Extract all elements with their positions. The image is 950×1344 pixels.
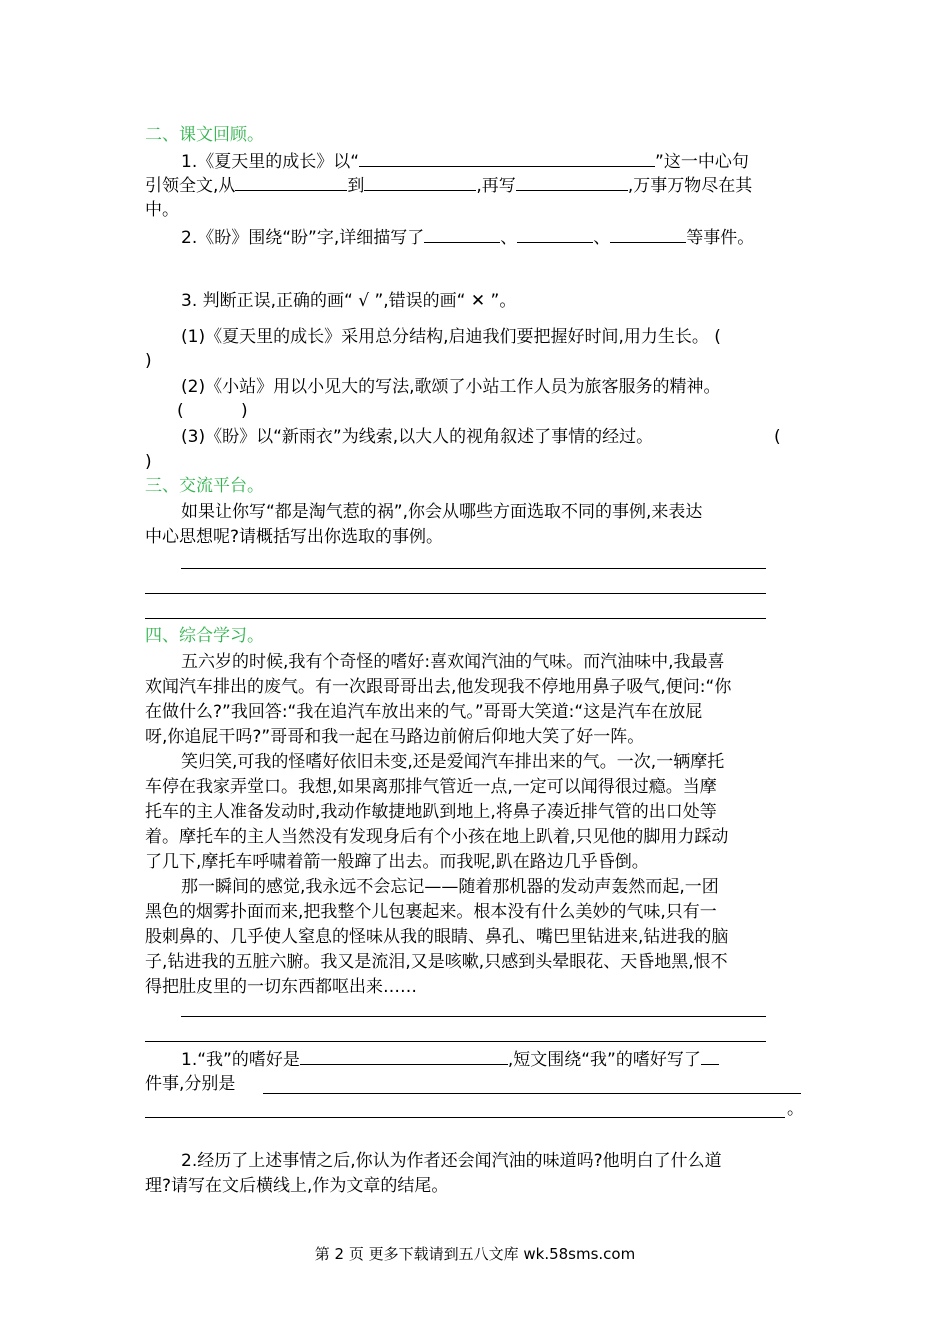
q3-item-2: (2)《小站》用以小见大的写法,歌颂了小站工作人员为旅客服务的精神。 xyxy=(181,377,721,397)
s4-q1-period: 。 xyxy=(787,1099,804,1119)
q1-text-e: ,再写 xyxy=(476,176,516,196)
q1-line-1 xyxy=(181,149,749,174)
passage-line: 在做什么?”我回答:“我在追汽车放出来的气。”哥哥大笑道:“这是汽车在放屁 xyxy=(145,702,703,722)
section-2-title: 二、课文回顾。 xyxy=(145,125,264,145)
passage-line: 托车的主人准备发动时,我动作敏捷地趴到地上,将鼻子凑近排气管的出口处等 xyxy=(145,802,717,822)
q1-blank-1[interactable] xyxy=(359,149,655,167)
q3-item-2-paren-close[interactable]: ) xyxy=(241,401,248,421)
q2-sep-2: 、 xyxy=(593,228,611,248)
q2-line xyxy=(181,225,754,250)
s3-answer-line-1[interactable] xyxy=(181,568,766,569)
q3-item-3-paren-open[interactable]: ( xyxy=(774,427,781,447)
s4-q1-blank-hobby[interactable] xyxy=(300,1047,508,1065)
s3-prompt-line-2: 中心思想呢?请概括写出你选取的事例。 xyxy=(145,527,444,547)
passage-line: 欢闻汽车排出的废气。有一次跟哥哥出去,他发现我不停地用鼻子吸气,便问:“你 xyxy=(145,677,732,697)
s4-q1-answer-line-1[interactable] xyxy=(263,1093,801,1094)
s4-q2-line-2: 理?请写在文后横线上,作为文章的结尾。 xyxy=(145,1176,449,1196)
passage-line: 车停在我家弄堂口。我想,如果离那排气管近一点,一定可以闻得很过瘾。当摩 xyxy=(145,777,717,797)
q1-blank-4[interactable] xyxy=(516,173,628,191)
q1-line-3: 中。 xyxy=(145,200,179,220)
q1-text-f: ,万事万物尽在其 xyxy=(627,176,753,196)
q1-text-b: ”这一中心句 xyxy=(655,152,749,172)
q3-item-1-paren[interactable]: ) xyxy=(145,351,152,371)
s4-q1-text-a: 1.“我”的嗜好是 xyxy=(181,1050,300,1070)
q3-item-1: (1)《夏天里的成长》采用总分结构,启迪我们要把握好时间,用力生长。 ( xyxy=(181,327,721,347)
section-4-title: 四、综合学习。 xyxy=(145,626,264,646)
passage-line: 股刺鼻的、几乎使人窒息的怪味从我的眼睛、鼻孔、嘴巴里钻进来,钻进我的脑 xyxy=(145,927,729,947)
q1-blank-3[interactable] xyxy=(364,173,476,191)
s4-q1-answer-line-2[interactable] xyxy=(145,1117,785,1118)
section-3-title: 三、交流平台。 xyxy=(145,476,264,496)
q2-blank-3[interactable] xyxy=(610,225,686,243)
passage-line: 着。摩托车的主人当然没有发现身后有个小孩在地上趴着,只见他的脚用力踩动 xyxy=(145,827,729,847)
q1-text-a: 1.《夏天里的成长》以“ xyxy=(181,152,360,172)
q2-sep-1: 、 xyxy=(500,228,518,248)
s4-q1-line-2: 件事,分别是 xyxy=(145,1074,236,1094)
q2-blank-2[interactable] xyxy=(517,225,593,243)
passage-line: 子,钻进我的五脏六腑。我又是流泪,又是咳嗽,只感到头晕眼花、天昏地黑,恨不 xyxy=(145,952,728,972)
q2-text-a: 2.《盼》围绕“盼”字,详细描写了 xyxy=(181,228,425,248)
q1-text-c: 引领全文,从 xyxy=(145,176,236,196)
page-footer: 第 2 页 更多下载请到五八文库 wk.58sms.com xyxy=(314,1245,636,1263)
s3-answer-line-2[interactable] xyxy=(145,593,766,594)
s4-q1-blank-count[interactable] xyxy=(701,1047,719,1065)
q1-text-d: 到 xyxy=(347,176,365,196)
passage-line: 得把肚皮里的一切东西都呕出来…… xyxy=(145,977,417,997)
q2-blank-1[interactable] xyxy=(424,225,500,243)
q3-item-3-paren-close[interactable]: ) xyxy=(145,452,152,472)
passage-line: 笑归笑,可我的怪嗜好依旧未变,还是爱闻汽车排出来的气。一次,一辆摩托 xyxy=(181,752,725,772)
passage-line: 那一瞬间的感觉,我永远不会忘记——随着那机器的发动声轰然而起,一团 xyxy=(181,877,719,897)
s3-answer-line-3[interactable] xyxy=(145,618,766,619)
s4-q1-text-b: ,短文围绕“我”的嗜好写了 xyxy=(507,1050,701,1070)
s4-q1-line-1 xyxy=(181,1047,719,1072)
passage-answer-line-1[interactable] xyxy=(181,1016,766,1017)
passage-line: 黑色的烟雾扑面而来,把我整个儿包裹起来。根本没有什么美妙的气味,只有一 xyxy=(145,902,717,922)
q3-item-2-paren-open[interactable]: ( xyxy=(177,401,184,421)
q2-text-b: 等事件。 xyxy=(686,228,755,248)
passage-answer-line-2[interactable] xyxy=(145,1041,766,1042)
s4-q2-line-1: 2.经历了上述事情之后,你认为作者还会闻汽油的味道吗?他明白了什么道 xyxy=(181,1151,722,1171)
passage-line: 五六岁的时候,我有个奇怪的嗜好:喜欢闻汽油的气味。而汽油味中,我最喜 xyxy=(181,652,725,672)
passage-line: 呀,你追屁干吗?”哥哥和我一起在马路边前俯后仰地大笑了好一阵。 xyxy=(145,727,645,747)
q1-line-2 xyxy=(145,173,752,198)
q1-blank-2[interactable] xyxy=(235,173,347,191)
passage-line: 了几下,摩托车呼啸着箭一般蹿了出去。而我呢,趴在路边几乎昏倒。 xyxy=(145,852,649,872)
q3-title: 3. 判断正误,正确的画“ √ ”,错误的画“ ✕ ”。 xyxy=(181,291,517,311)
s3-prompt-line-1: 如果让你写“都是淘气惹的祸”,你会从哪些方面选取不同的事例,来表达 xyxy=(181,502,703,522)
q3-item-3: (3)《盼》以“新雨衣”为线索,以大人的视角叙述了事情的经过。 xyxy=(181,427,654,447)
